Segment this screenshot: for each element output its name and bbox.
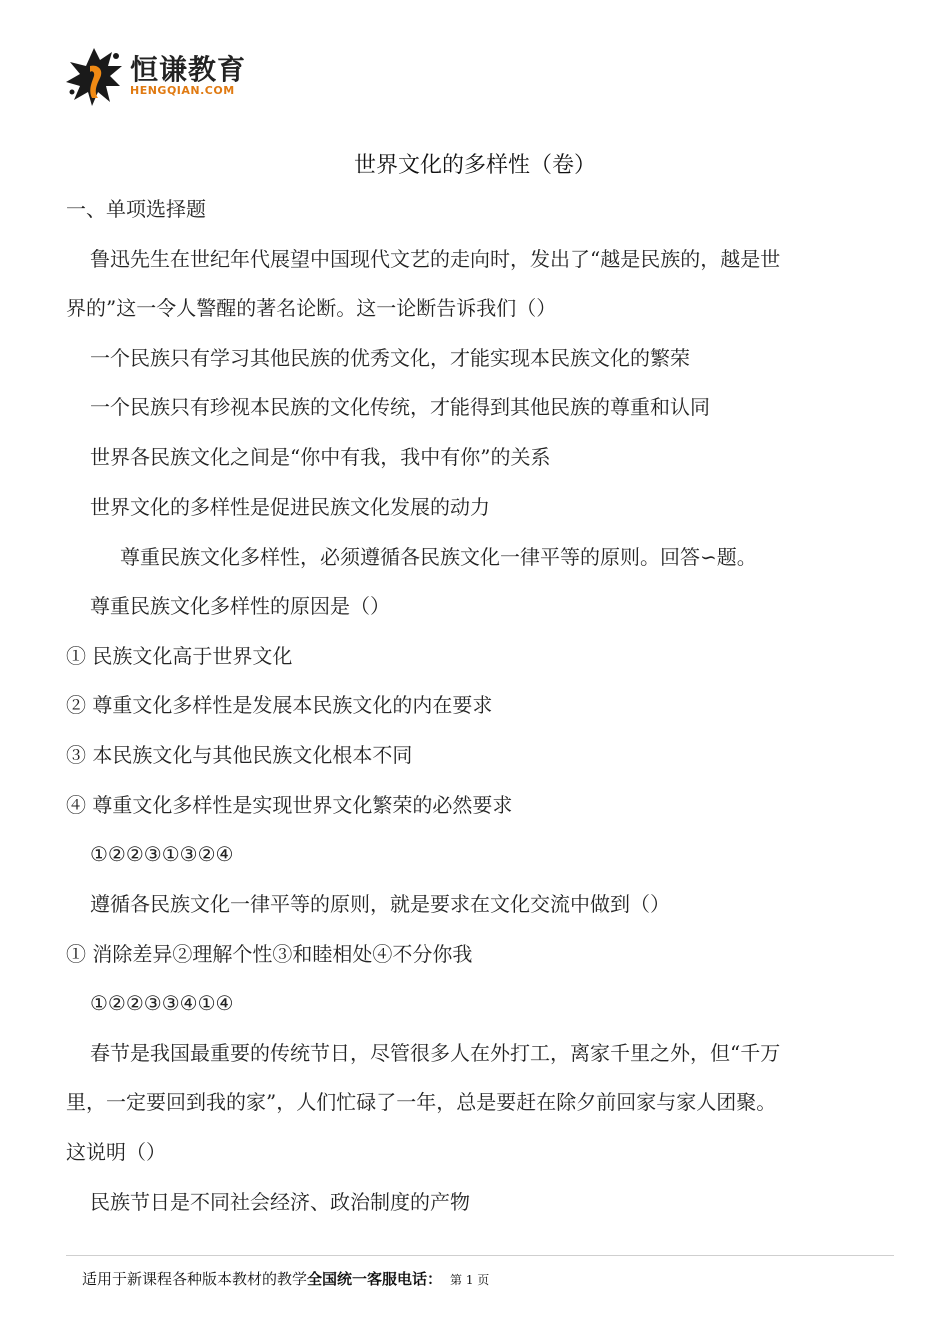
statement-item: ② 尊重文化多样性是发展本民族文化的内在要求 [66,693,493,717]
section-heading: 一、单项选择题 [66,197,206,221]
option-text: 一个民族只有珍视本民族的文化传统，才能得到其他民族的尊重和认同 [90,395,710,419]
footer-divider [66,1255,894,1256]
question-text: 鲁迅先生在世纪年代展望中国现代文艺的走向时，发出了“越是民族的，越是世 [90,247,781,271]
question-text: 春节是我国最重要的传统节日，尽管很多人在外打工，离家千里之外，但“千万 [90,1041,781,1065]
question-text: 界的”这一令人警醒的著名论断。这一论断告诉我们（） [66,296,557,320]
question-text: 尊重民族文化多样性的原因是（） [90,594,390,618]
answer-options: ①②②③①③②④ [90,842,234,866]
question-text: 里，一定要回到我的家”，人们忙碌了一年，总是要赶在除夕前回家与家人团聚。 [66,1090,777,1114]
logo-splash-icon [64,44,126,110]
footer-text: 适用于新课程各种版本教材的教学 [82,1270,308,1288]
footer [82,1268,489,1289]
logo [64,44,264,110]
statement-item: ① 民族文化高于世界文化 [66,644,293,668]
option-text: 世界各民族文化之间是“你中有我，我中有你”的关系 [90,445,551,469]
question-text: 尊重民族文化多样性，必须遵循各民族文化一律平等的原则。回答∽题。 [120,545,757,569]
option-text: 一个民族只有学习其他民族的优秀文化，才能实现本民族文化的繁荣 [90,346,690,370]
statement-item: ④ 尊重文化多样性是实现世界文化繁荣的必然要求 [66,793,513,817]
option-text: 世界文化的多样性是促进民族文化发展的动力 [90,495,490,519]
statement-item: ① 消除差异②理解个性③和睦相处④不分你我 [66,942,473,966]
page-number: 第 1 页 [450,1273,490,1287]
question-text: 这说明（） [66,1140,166,1164]
document-title: 世界文化的多样性（卷） [353,153,596,178]
logo-name: 恒谦教育 [130,53,247,86]
question-text: 遵循各民族文化一律平等的原则，就是要求在文化交流中做到（） [90,892,670,916]
answer-options: ①②②③③④①④ [90,991,234,1015]
logo-domain: HENGQIAN.COM [130,84,235,97]
statement-item: ③ 本民族文化与其他民族文化根本不同 [66,743,413,767]
option-text: 民族节日是不同社会经济、政治制度的产物 [90,1190,470,1214]
footer-hotline-label: 全国统一客服电话： [307,1270,443,1288]
